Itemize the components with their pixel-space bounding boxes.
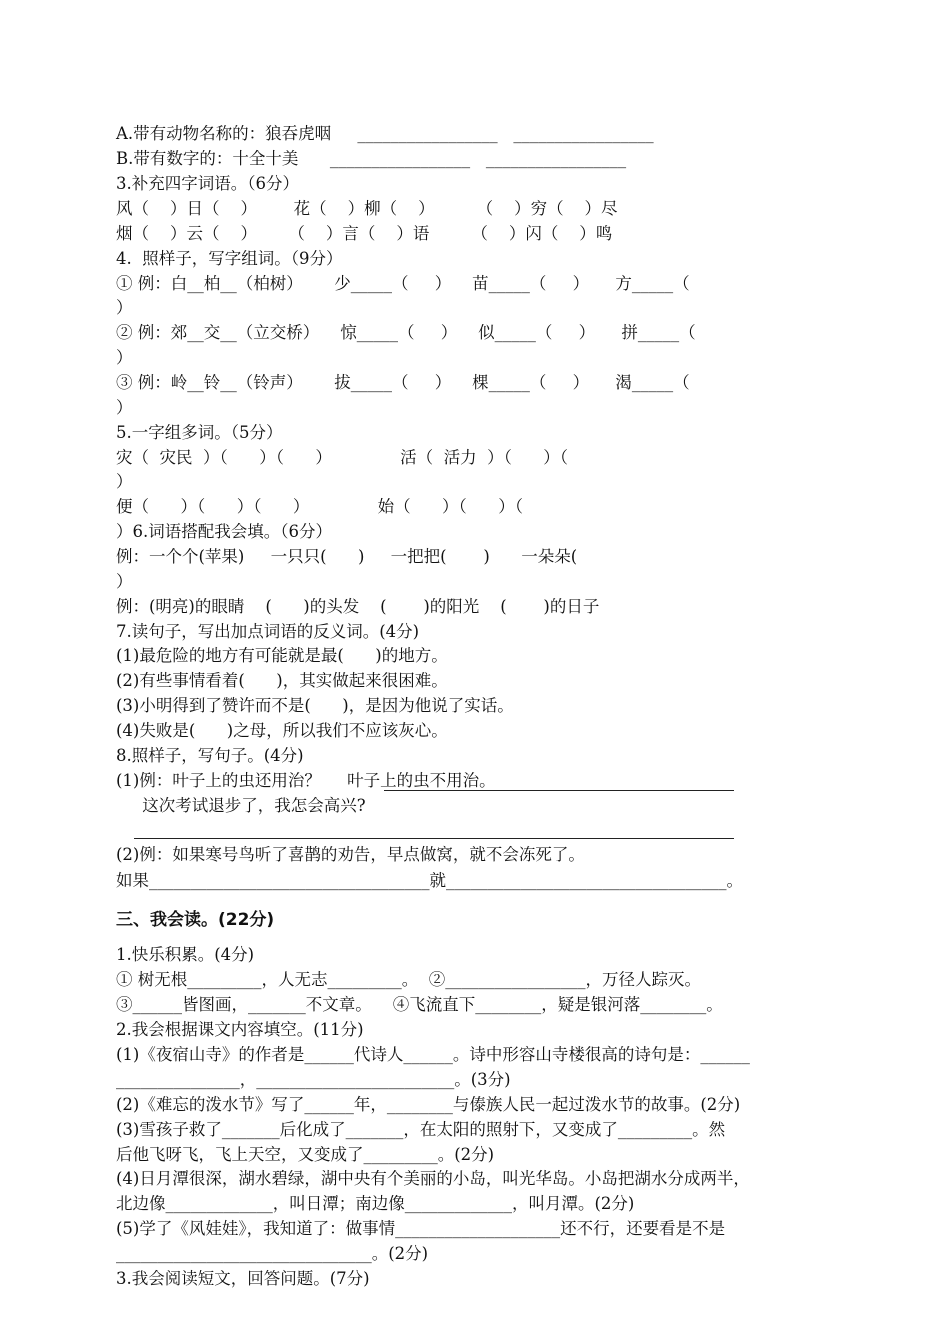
q7-item-4: (4)失败是( )之母，所以我们不应该灰心。 (116, 721, 448, 740)
s3-q2-title: 2.我会根据课文内容填空。(11分) (116, 1020, 364, 1039)
s3-q2-item-4-wrap: 北边像_____________，叫日潭；南边像_____________，叫月潭。(2分) (116, 1194, 635, 1213)
q5-row-2: 便（ ）（ ）（ ） 始（ ）（ ）（ (116, 497, 524, 516)
q5-row-1-wrap: ） (116, 472, 133, 491)
q3-row-2: 烟（ ）云（ ） （ ）言（ ）语 （ ）闪（ ）鸣 (116, 224, 613, 243)
s3-q2-item-1-wrap: _______________，________________________。(3分) (116, 1070, 511, 1089)
line-a-animal-words: A.带有动物名称的：狼吞虎咽 _________________ _________________ (116, 124, 654, 143)
section-3-heading: 三、我会读。(22分) (116, 910, 275, 930)
s3-q2-item-3-wrap: 后他飞呀飞，飞上天空，又变成了_________。(2分) (116, 1145, 495, 1164)
q8-example-underline (384, 790, 734, 791)
q3-title: 3.补充四字词语。（6分） (116, 174, 299, 193)
s3-q2-item-3: (3)雪孩子救了_______后化成了_______，在太阳的照射下，又变成了_________。然 (116, 1120, 726, 1139)
q4-row-1-wrap: ） (116, 298, 133, 317)
s3-q2-item-4: (4)日月潭很深，湖水碧绿，湖中央有个美丽的小岛，叫光华岛。小岛把湖水分成两半， (116, 1169, 750, 1188)
line-b-number-words: B.带有数字的：十全十美 _________________ _________________ (116, 149, 627, 168)
q4-row-3-wrap: ） (116, 398, 133, 417)
q4-row-2: ② 例：郊__交__（立交桥） 惊_____（ ） 似_____（ ） 拼_____（ (116, 323, 696, 342)
s3-q2-item-5-wrap: _______________________________。(2分) (116, 1244, 429, 1263)
s3-q1-row-1: ① 树无根_________，人无志_________。 ②_________________，万径人踪灭。 (116, 970, 701, 989)
q6-title: ）6.词语搭配我会填。（6分） (116, 522, 332, 541)
q7-item-1: (1)最危险的地方有可能就是最( )的地方。 (116, 646, 448, 665)
q8-answer-line (134, 838, 734, 839)
s3-q2-item-2: (2)《难忘的泼水节》写了______年，________与傣族人民一起过泼水节的故事。(2分) (116, 1095, 741, 1114)
s3-q1-row-2: ③______皆图画，_______不文章。 ④飞流直下________，疑是银河落________。 (116, 995, 723, 1014)
q8-title: 8.照样子，写句子。(4分) (116, 746, 304, 765)
q8-prompt-2: 如果__________________________________就__________________________________。 (116, 871, 743, 890)
q4-row-1: ① 例：白__柏__（柏树） 少_____（ ） 苗_____（ ） 方_____（ (116, 274, 690, 293)
q4-row-2-wrap: ） (116, 348, 133, 367)
q7-title: 7.读句子，写出加点词语的反义词。(4分) (116, 622, 420, 641)
s3-q2-item-5: (5)学了《风娃娃》，我知道了：做事情____________________还不行，还要看是不是 (116, 1219, 726, 1238)
q6-row-2: 例：(明亮)的眼睛 ( )的头发 ( )的阳光 ( )的日子 (116, 597, 600, 616)
q4-row-3: ③ 例：岭__铃__（铃声） 拔_____（ ） 棵_____（ ） 渴_____（ (116, 373, 690, 392)
q4-title: 4. 照样子，写字组词。（9分） (116, 249, 343, 268)
q5-row-1: 灾（ 灾民 ）（ ）（ ） 活（ 活力 ）（ ）（ (116, 448, 569, 467)
q8-example-1: (1)例：叶子上的虫还用治？ 叶子上的虫不用治。 (116, 771, 496, 790)
q8-example-2: (2)例：如果寒号鸟听了喜鹊的劝告，早点做窝，就不会冻死了。 (116, 845, 585, 864)
s3-q3-title: 3.我会阅读短文，回答问题。(7分) (116, 1269, 370, 1288)
q5-title: 5.一字组多词。（5分） (116, 423, 283, 442)
q6-row-1-wrap: ） (116, 572, 133, 591)
q8-prompt-1: 这次考试退步了，我怎会高兴? (116, 796, 366, 815)
s3-q2-item-1: (1)《夜宿山寺》的作者是______代诗人______。诗中形容山寺楼很高的诗句是：______ (116, 1045, 750, 1064)
q7-item-2: (2)有些事情看着( )，其实做起来很困难。 (116, 671, 448, 690)
q7-item-3: (3)小明得到了赞许而不是( )，是因为他说了实话。 (116, 696, 514, 715)
s3-q1-title: 1.快乐积累。(4分) (116, 945, 255, 964)
q3-row-1: 风（ ）日（ ） 花（ ）柳（ ） （ ）穷（ ）尽 (116, 199, 618, 218)
q6-row-1: 例：一个个(苹果) 一只只( ) 一把把( ) 一朵朵( (116, 547, 578, 566)
